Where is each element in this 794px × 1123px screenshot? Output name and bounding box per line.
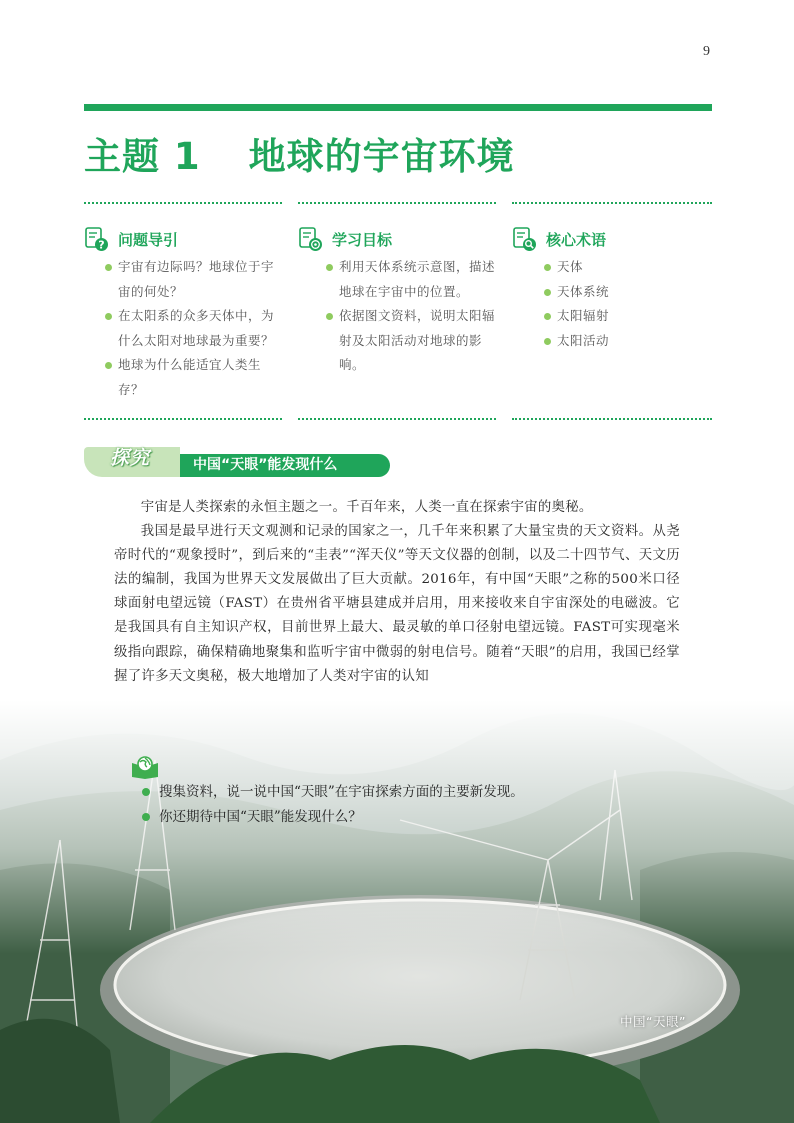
divider-dotted [512,418,712,420]
list-item: 在太阳系的众多天体中，为什么太阳对地球最为重要？ [103,304,282,353]
list-item: 宇宙有边际吗？地球位于宇宙的何处？ [103,255,282,304]
list-item: 依据图文资料，说明太阳辐射及太阳活动对地球的影响。 [324,304,496,378]
photo-caption: 中国“天眼” [620,1014,686,1029]
activity-item: 你还期待中国“天眼”能发现什么？ [142,805,662,830]
list-item: 太阳辐射 [542,304,712,329]
question-doc-icon [84,226,110,252]
fast-telescope-photo [0,700,794,1123]
list-item: 天体系统 [542,280,712,305]
explore-title: 中国“天眼”能发现什么 [193,457,338,473]
page-number: 9 [703,44,710,59]
divider-dotted [84,418,282,420]
page-title [84,126,515,180]
list-item: 太阳活动 [542,329,712,354]
divider-dotted [298,418,496,420]
topic-title: 地球的宇宙环境 [248,135,515,178]
title-rule [84,104,712,111]
list-item: 地球为什么能适宜人类生存？ [103,353,282,402]
svg-text:?: ? [98,238,105,252]
learning-goals-section [298,226,496,378]
activity-item: 搜集资料，说一说中国“天眼”在宇宙探索方面的主要新发现。 [142,780,662,805]
paragraph: 宇宙是人类探索的永恒主题之一。千百年来，人类一直在探索宇宙的奥秘。 [140,500,593,515]
section-heading: 学习目标 [332,230,393,249]
explore-label: 探究 [110,447,151,469]
topic-number: 主题 1 [84,135,201,178]
search-doc-icon [512,226,538,252]
divider-dotted [512,202,712,204]
target-doc-icon [298,226,324,252]
divider-dotted [84,202,282,204]
core-terms-section [512,226,712,353]
list-item: 利用天体系统示意图，描述地球在宇宙中的位置。 [324,255,496,304]
section-heading: 核心术语 [546,230,607,249]
globe-book-icon [130,755,160,779]
question-guide-section [84,226,282,402]
list-item: 天体 [542,255,712,280]
body-text [114,496,680,689]
paragraph: 我国是最早进行天文观测和记录的国家之一，几千年来积累了大量宝贵的天文资料。从尧帝时代的“观象授时”，到后来的“圭表”“浑天仪”等天文仪器的创制，以及二十四节气、天文历法的编制，我国为世界天文发展做出了巨大贡献。2016年，有中国“天眼”之称的500米口径球面射电望远镜（FAST）在贵州省平塘县建成并启用，用来接收来自宇宙深处的电磁波。它是我国具有自主知识产权，目前世界上最大、最灵敏的单口径射电望远镜。FAST可实现毫米级指向跟踪，确保精确地聚集和监听宇宙中微弱的射电信号。随着“天眼”的启用，我国已经掌握了许多天文奥秘，极大地增加了人类对宇宙的认知 [114,524,680,684]
section-heading: 问题导引 [118,230,179,249]
divider-dotted [298,202,496,204]
